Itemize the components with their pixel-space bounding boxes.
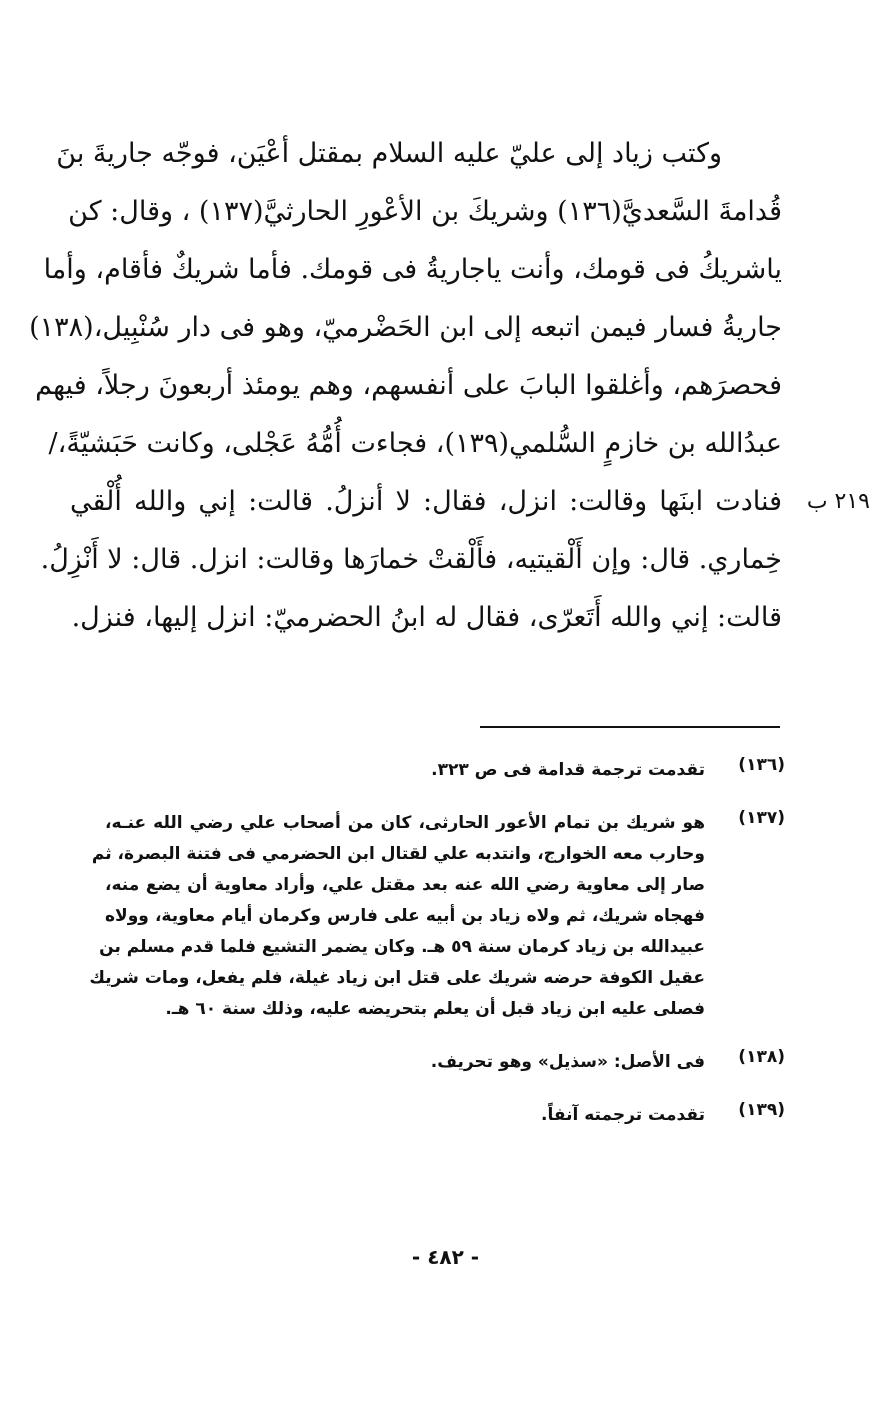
footnote-line: فصلى عليه ابن زياد قبل أن يعلم بتحريضه عليه، وذلك سنة ٦٠ هـ.	[165, 999, 705, 1019]
footnote-line: فى الأصل: «سذيل» وهو تحريف.	[430, 1052, 705, 1072]
main-text-line: قالت: إني والله أَتَعرّى، فقال له ابنُ الحضرميّ: انزل إليها، فنزل.	[71, 602, 782, 633]
footnote-137	[89, 808, 785, 1025]
main-text-line: ياشريكُ فى قومك، وأنت ياجاريةُ فى قومك. فأما شريكٌ فأقام، وأما	[43, 254, 782, 285]
footnote-139	[105, 1100, 785, 1131]
footnote-separator	[480, 726, 780, 728]
footnote-line: صار إلى معاوية رضي الله عنه بعد مقتل علي، وأراد معاوية أن يضع منه،	[105, 875, 705, 895]
main-text-line: فنادت ابنَها وقالت: انزل، فقال: لا أنزلُ. قالت: إني والله أُلْقي	[70, 486, 782, 517]
footnote-line: وحارب معه الخوارج، وانتدبه علي لقتال ابن الحضرمي فى فتنة البصرة، ثم	[91, 844, 705, 864]
footnote-number: (١٣٩)	[738, 1100, 785, 1120]
footnote-line: تقدمت ترجمته آنفاً.	[541, 1105, 705, 1125]
footnotes	[89, 755, 785, 1153]
footnote-line: عبيدالله بن زياد كرمان سنة ٥٩ هـ. وكان يضمر التشيع فلما قدم مسلم بن	[99, 937, 705, 957]
page-number: - ٤٨٢ -	[411, 1245, 480, 1269]
footnote-line: هو شريك بن تمام الأعور الحارثى، كان من أصحاب علي رضي الله عنـه،	[105, 813, 705, 833]
footnote-line: فهجاه شريك، ثم ولاه زياد بن أبيه على فارس وكرمان أيام معاوية، وولاه	[105, 906, 705, 926]
main-text	[29, 125, 782, 647]
main-text-line: فحصرَهم، وأغلقوا البابَ على أنفسهم، وهم يومئذ أربعونَ رجلاً، فيهم	[35, 370, 782, 401]
footnote-number: (١٣٦)	[738, 755, 785, 775]
main-text-line: عبدُالله بن خازمٍ السُّلمي(١٣٩)، فجاءت أُمُّهُ عَجْلى، وكانت حَبَشيّةً،/	[48, 428, 782, 459]
footnote-number: (١٣٨)	[738, 1047, 785, 1067]
footnote-138	[105, 1047, 785, 1078]
main-text-line: جاريةُ فسار فيمن اتبعه إلى ابن الحَضْرميّ، وهو فى دار سُنْبِيل،(١٣٨)	[29, 312, 782, 343]
footnote-line: عقيل الكوفة حرضه شريك على قتل ابن زياد غيلة، فلم يفعل، ومات شريك	[89, 968, 705, 988]
main-text-line: قُدامةَ السَّعديَّ(١٣٦) وشريكَ بن الأعْورِ الحارثيَّ(١٣٧) ، وقال: كن	[68, 196, 782, 227]
footnote-line: تقدمت ترجمة قدامة فى ص ٣٢٣.	[431, 760, 705, 780]
margin-folio-note: ٢١٩ ب	[806, 489, 870, 514]
footnote-number: (١٣٧)	[738, 808, 785, 828]
main-text-line: وكتب زياد إلى عليّ عليه السلام بمقتل أعْيَن، فوجّه جاريةَ بنَ	[56, 138, 722, 169]
footnote-136	[105, 755, 785, 786]
main-text-line: خِماري. قال: وإن أَلْقيتيه، فأَلْقتْ خمارَها وقالت: انزل. قال: لا أَنْزِلُ.	[40, 544, 782, 575]
